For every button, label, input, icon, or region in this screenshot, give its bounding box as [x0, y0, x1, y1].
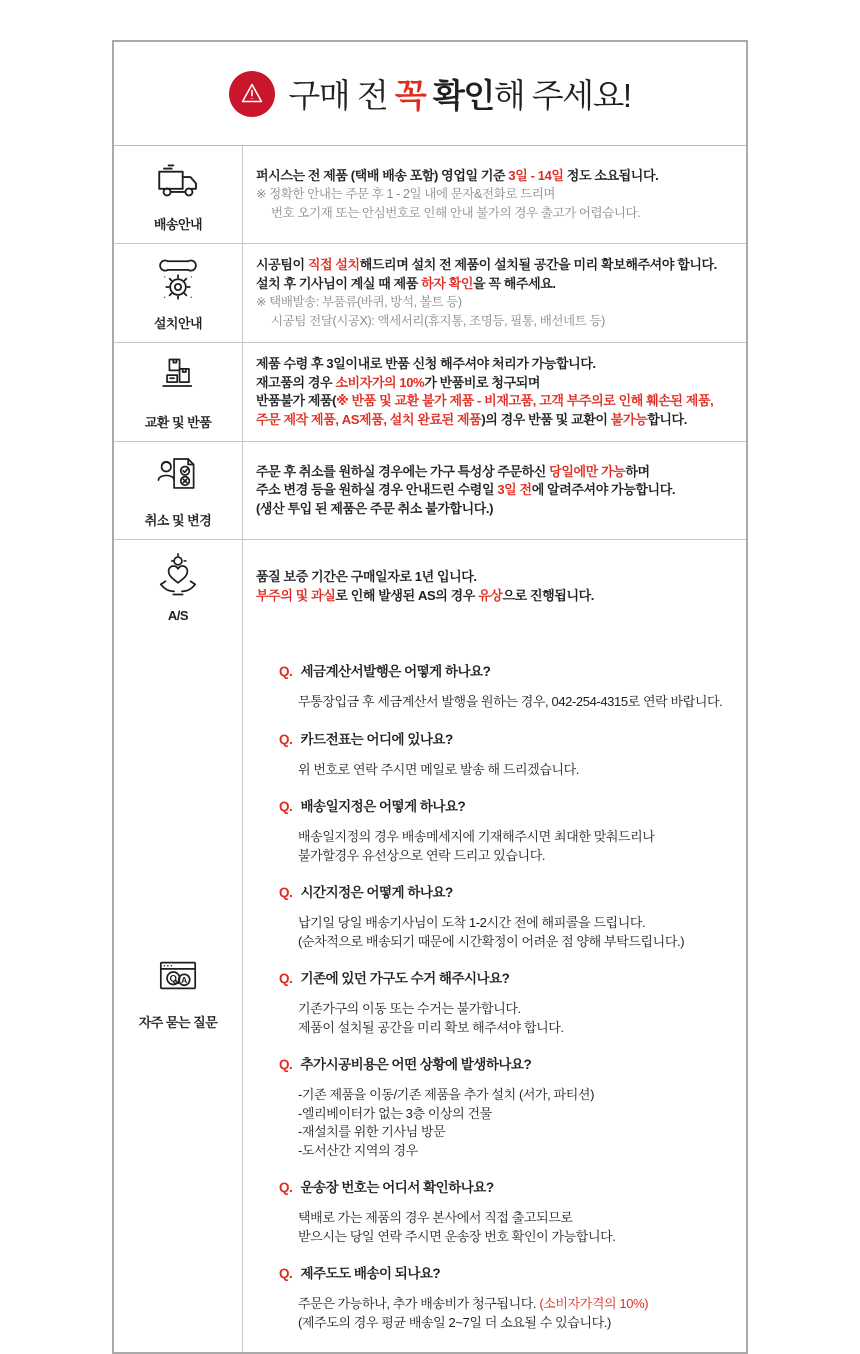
faq-answer-line	[298, 1314, 728, 1333]
info-row-content	[243, 146, 746, 243]
text-segment: 해 주세요!	[493, 77, 631, 114]
text-segment: (제주도의 경우 평균 배송일 2~7일 더 소요될 수 있습니다.)	[298, 1314, 611, 1330]
faq-answer	[279, 1086, 728, 1160]
question-prefix: Q.	[279, 1180, 296, 1195]
page-title	[288, 70, 630, 117]
info-line	[256, 275, 730, 294]
text-segment: 번호 오기재 또는 안심번호로 인해 안내 불가의 경우 출고가 어렵습니다.	[271, 205, 641, 220]
info-row-label-cell	[114, 343, 243, 441]
faq-answer-line	[298, 828, 728, 847]
text-segment: 유상	[478, 587, 503, 603]
faq-answer-line	[298, 1086, 728, 1105]
svg-text:A: A	[181, 974, 188, 985]
faq-question-row	[279, 1053, 728, 1073]
faq-question: 배송일지정은 어떻게 하나요?	[300, 799, 466, 814]
faq-answer	[279, 1209, 728, 1246]
question-prefix: Q.	[279, 885, 296, 900]
text-segment: 확인	[432, 77, 494, 114]
svg-text:Q: Q	[169, 973, 177, 984]
text-segment: 에 알려주셔야 가능합니다.	[531, 482, 676, 498]
text-segment: 당일에만 가능	[549, 463, 626, 479]
text-segment: 설치 후 기사님이 계실 때 제품	[256, 275, 422, 291]
text-segment: 기존가구의 이동 또는 수거는 불가합니다.	[298, 1001, 521, 1016]
text-segment: 퍼시스는 전 제품 (택배 배송 포함) 영업일 기준	[256, 167, 509, 183]
text-segment: 가 반품비로 청구되며	[424, 374, 541, 390]
faq-item	[279, 660, 728, 728]
faq-label-cell	[114, 633, 243, 1352]
text-segment: 납기일 당일 배송기사님이 도착 1-2시간 전에 해피콜을 드립니다.	[298, 915, 646, 930]
text-segment: 배송일지정의 경우 배송메세지에 기재해주시면 최대한 맞춰드리나	[298, 829, 655, 844]
text-segment: ※ 택배발송: 부품류(바퀴, 방석, 볼트 등)	[256, 295, 462, 309]
info-row-return	[114, 343, 746, 442]
info-line	[256, 204, 730, 223]
info-row-content	[243, 244, 746, 342]
info-line	[256, 312, 730, 331]
text-segment: 시공팀이	[256, 257, 308, 272]
faq-question-row	[279, 728, 728, 748]
faq-question-row	[279, 660, 728, 680]
info-row-install	[114, 244, 746, 343]
text-segment: 받으시는 당일 연락 주시면 운송장 번호 확인이 가능합니다.	[298, 1228, 616, 1244]
text-segment: 직접 설치	[307, 257, 360, 272]
text-segment: 으로 진행됩니다.	[502, 587, 594, 603]
text-segment: 해드리며 설치 전 제품이 설치될 공간을 미리 확보해주셔야 합니다.	[359, 257, 717, 272]
text-segment: 하자 확인	[421, 275, 474, 291]
info-row-label: 취소 및 변경	[144, 513, 212, 528]
boxes-icon	[153, 354, 203, 404]
text-segment: 주문 제작 제품, AS제품, 설치 완료된 제품	[256, 411, 482, 427]
text-segment: (순차적으로 배송되기 때문에 시간확정이 어려운 점 양해 부탁드립니다.)	[298, 933, 685, 949]
person-doc-icon	[153, 452, 203, 502]
info-line	[256, 481, 730, 500]
info-row-as	[114, 540, 746, 633]
question-prefix: Q.	[279, 799, 296, 814]
info-row-content	[243, 442, 746, 539]
text-segment: 반품불가 제품(	[256, 393, 337, 408]
text-segment: 주소 변경 등을 원하실 경우 안내드린 수령일	[256, 482, 498, 498]
info-line	[256, 355, 730, 374]
text-segment: 소비자가의 10%	[335, 374, 425, 390]
panel-header	[114, 42, 746, 146]
faq-question: 추가시공비용은 어떤 상황에 발생하나요?	[300, 1057, 532, 1072]
text-segment: (생산 투입 된 제품은 주문 취소 불가합니다.)	[256, 500, 494, 516]
info-line	[256, 374, 730, 393]
faq-answer-line	[298, 1123, 728, 1142]
text-segment: 로 인해 발생된 AS의 경우	[335, 587, 479, 603]
text-segment: 시공팀 전달(시공X): 액세서리(휴지통, 조명등, 필통, 배선네트 등)	[271, 313, 605, 328]
info-row-label-cell	[114, 146, 243, 243]
faq-question: 카드전표는 어디에 있나요?	[300, 731, 453, 747]
question-prefix: Q.	[279, 971, 296, 986]
info-row-label: 배송안내	[153, 217, 203, 232]
faq-answer-line	[298, 914, 728, 933]
faq-answer-line	[298, 761, 728, 780]
info-row-label: 설치안내	[153, 315, 203, 331]
faq-answer-line	[298, 1142, 728, 1161]
info-line	[256, 392, 730, 411]
text-segment: (소비자가격의 10%)	[539, 1296, 649, 1311]
info-line	[256, 568, 730, 587]
question-prefix: Q.	[279, 1057, 296, 1072]
text-segment: 합니다.	[647, 411, 687, 427]
faq-question-row	[279, 1262, 728, 1282]
faq-item	[279, 1262, 728, 1332]
faq-answer	[279, 693, 728, 712]
text-segment: 무통장입금 후 세금계산서 발행을 원하는 경우, 042-254-4315로 연락 바랍니다.	[298, 694, 723, 709]
text-segment: 을 꼭 해주세요.	[473, 275, 556, 291]
faq-question-row	[279, 1176, 728, 1196]
faq-answer-line	[298, 693, 728, 712]
faq-answer-line	[298, 1228, 728, 1247]
text-segment: 택배로 가는 제품의 경우 본사에서 직접 출고되므로	[298, 1210, 573, 1225]
info-line	[256, 411, 730, 430]
text-segment: 3일 - 14일	[508, 167, 564, 183]
info-row-label-cell	[114, 244, 243, 342]
faq-question-row	[279, 881, 728, 901]
faq-list	[243, 633, 746, 1352]
text-segment: 부주의 및 과실	[256, 587, 336, 603]
text-segment: 주문은 가능하나, 추가 배송비가 청구됩니다.	[298, 1296, 540, 1311]
faq-item	[279, 728, 728, 796]
faq-question: 제주도도 배송이 되나요?	[300, 1266, 441, 1281]
faq-answer-line	[298, 1105, 728, 1124]
faq-answer-line	[298, 1019, 728, 1038]
faq-item	[279, 967, 728, 1053]
question-prefix: Q.	[279, 664, 296, 679]
faq-answer-line	[298, 847, 728, 866]
text-segment: -도서산간 지역의 경우	[298, 1142, 418, 1158]
info-line	[256, 463, 730, 482]
faq-question: 세금계산서발행은 어떻게 하나요?	[300, 664, 491, 679]
hands-heart-icon	[153, 550, 203, 600]
text-segment: 재고품의 경우	[256, 374, 336, 390]
text-segment: 3일 전	[497, 482, 532, 498]
text-segment: 제품 수령 후 3일이내로 반품 신청 해주셔야 처리가 가능합니다.	[256, 356, 596, 371]
faq-item	[279, 795, 728, 881]
text-segment	[425, 77, 433, 114]
faq-question-row	[279, 795, 728, 815]
text-segment: 하며	[625, 463, 650, 479]
faq-question-row	[279, 967, 728, 987]
info-row-content	[243, 540, 746, 633]
truck-icon	[153, 156, 203, 206]
text-segment: ※ 반품 및 교환 불가 제품 - 비재고품, 고객 부주의로 인해 훼손된 제품,	[336, 393, 714, 408]
purchase-notice-panel	[112, 40, 748, 1354]
faq-answer-line	[298, 1000, 728, 1019]
text-segment: 불가능	[610, 411, 648, 427]
faq-item	[279, 881, 728, 967]
faq-answer	[279, 761, 728, 780]
text-segment: -엘리베이터가 없는 3층 이상의 건물	[298, 1105, 492, 1121]
info-line	[256, 293, 730, 312]
info-line	[256, 587, 730, 606]
info-row-content	[243, 343, 746, 441]
faq-item	[279, 1176, 728, 1262]
text-segment: 제품이 설치될 공간을 미리 확보 해주셔야 합니다.	[298, 1019, 564, 1035]
warning-icon	[229, 71, 275, 117]
question-prefix: Q.	[279, 731, 296, 747]
gear-wrench-icon	[153, 255, 203, 305]
faq-answer	[279, 1000, 728, 1037]
faq-answer-line	[298, 1209, 728, 1228]
text-segment: -기존 제품을 이동/기존 제품을 추가 설치 (서가, 파티션)	[298, 1087, 595, 1102]
faq-item	[279, 1053, 728, 1176]
faq-answer	[279, 828, 728, 865]
faq-question: 운송장 번호는 어디서 확인하나요?	[300, 1180, 494, 1195]
faq-answer-line	[298, 933, 728, 952]
question-prefix: Q.	[279, 1266, 296, 1281]
info-line	[256, 500, 730, 519]
info-line	[256, 185, 730, 204]
text-segment: -재설치를 위한 기사님 방문	[298, 1124, 446, 1139]
faq-answer	[279, 1295, 728, 1332]
info-line	[256, 167, 730, 186]
text-segment: 품질 보증 기간은 구매일자로 1년 입니다.	[256, 569, 477, 584]
info-row-shipping	[114, 146, 746, 244]
text-segment: )의 경우 반품 및 교환이	[481, 411, 611, 427]
faq-section	[114, 633, 746, 1352]
info-row-label-cell	[114, 442, 243, 539]
info-row-label: A/S	[167, 608, 189, 623]
qa-icon	[153, 954, 203, 1004]
text-segment: 주문 후 취소를 원하실 경우에는 가구 특성상 주문하신	[256, 463, 550, 479]
text-segment: 정도 소요됩니다.	[563, 167, 659, 183]
faq-label: 자주 묻는 질문	[138, 1015, 218, 1030]
text-segment: 구매 전	[288, 77, 395, 114]
text-segment: ※ 정확한 안내는 주문 후 1 - 2일 내에 문자&전화로 드리며	[256, 187, 556, 202]
info-row-cancel	[114, 442, 746, 540]
text-segment: 꼭	[394, 77, 426, 114]
text-segment: 위 번호로 연락 주시면 메일로 발송 해 드리겠습니다.	[298, 761, 580, 777]
info-line	[256, 256, 730, 275]
info-row-label-cell	[114, 540, 243, 633]
faq-question: 기존에 있던 가구도 수거 해주시나요?	[300, 971, 510, 986]
info-rows	[114, 146, 746, 633]
text-segment: 불가할경우 유선상으로 연락 드리고 있습니다.	[298, 847, 546, 863]
info-row-label: 교환 및 반품	[144, 414, 212, 430]
faq-answer	[279, 914, 728, 951]
faq-answer-line	[298, 1295, 728, 1314]
faq-question: 시간지정은 어떻게 하나요?	[300, 885, 453, 900]
